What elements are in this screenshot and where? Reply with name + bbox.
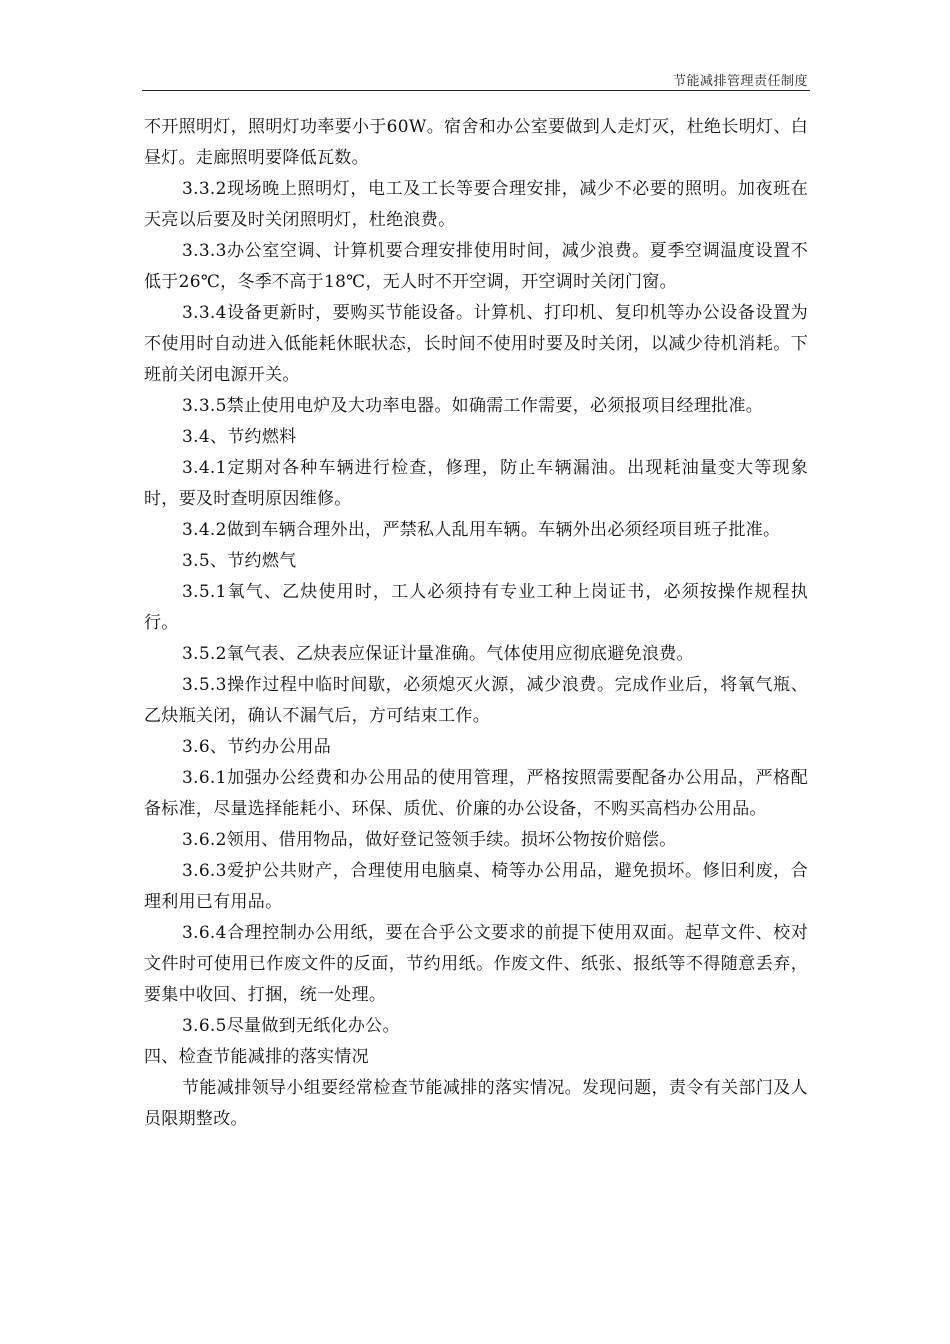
paragraph: 3.3.5禁止使用电炉及大功率电器。如确需工作需要，必须报项目经理批准。 [182, 396, 764, 416]
document-body [144, 112, 808, 1135]
paragraph: 3.5.3操作过程中临时间歇，必须熄灭火源，减少浪费。完成作业后，将氧气瓶、乙炔瓶关闭，确认不漏气后，方可结束工作。 [144, 675, 808, 726]
paragraph: 3.6.4合理控制办公用纸，要在合乎公文要求的前提下使用双面。起草文件、校对文件时可使用已作废文件的反面，节约用纸。作废文件、纸张、报纸等不得随意丢弃，要集中收回、打捆，统一处理。 [144, 923, 808, 1005]
chapter-heading: 四、检查节能减排的落实情况 [144, 1047, 369, 1067]
paragraph: 3.3.3办公室空调、计算机要合理安排使用时间，减少浪费。夏季空调温度设置不低于26℃，冬季不高于18℃，无人时不开空调，开空调时关闭门窗。 [144, 241, 808, 292]
paragraph: 3.5.1氧气、乙炔使用时，工人必须持有专业工种上岗证书，必须按操作规程执行。 [144, 582, 808, 633]
paragraph: 3.6.5尽量做到无纸化办公。 [182, 1016, 400, 1036]
paragraph: 3.5.2氧气表、乙炔表应保证计量准确。气体使用应彻底避免浪费。 [182, 644, 694, 664]
paragraph: 3.3.2现场晚上照明灯，电工及工长等要合理安排，减少不必要的照明。加夜班在天亮以后要及时关闭照明灯，杜绝浪费。 [144, 179, 808, 230]
page-header [142, 64, 810, 91]
header-title: 节能减排管理责任制度 [672, 74, 808, 89]
section-heading: 3.6、节约办公用品 [182, 737, 332, 757]
paragraph: 3.6.3爱护公共财产，合理使用电脑桌、椅等办公用品，避免损坏。修旧利废，合理利用已有用品。 [144, 861, 808, 912]
paragraph: 3.3.4设备更新时，要购买节能设备。计算机、打印机、复印机等办公设备设置为不使用时自动进入低能耗休眠状态，长时间不使用时要及时关闭，以减少待机消耗。下班前关闭电源开关。 [144, 303, 808, 385]
paragraph: 3.6.1加强办公经费和办公用品的使用管理，严格按照需要配备办公用品，严格配备标准，尽量选择能耗小、环保、质优、价廉的办公设备，不购买高档办公用品。 [144, 768, 808, 819]
paragraph: 3.6.2领用、借用物品，做好登记签领手续。损坏公物按价赔偿。 [182, 830, 677, 850]
section-heading: 3.4、节约燃料 [182, 427, 297, 447]
paragraph: 节能减排领导小组要经常检查节能减排的落实情况。发现问题，责令有关部门及人员限期整改。 [144, 1078, 808, 1129]
section-heading: 3.5、节约燃气 [182, 551, 297, 571]
paragraph: 3.4.2做到车辆合理外出，严禁私人乱用车辆。车辆外出必须经项目班子批准。 [182, 520, 781, 540]
paragraph: 3.4.1定期对各种车辆进行检查，修理，防止车辆漏油。出现耗油量变大等现象时，要及时查明原因维修。 [144, 458, 808, 509]
paragraph: 不开照明灯，照明灯功率要小于60W。宿舍和办公室要做到人走灯灭，杜绝长明灯、白昼灯。走廊照明要降低瓦数。 [144, 117, 808, 168]
